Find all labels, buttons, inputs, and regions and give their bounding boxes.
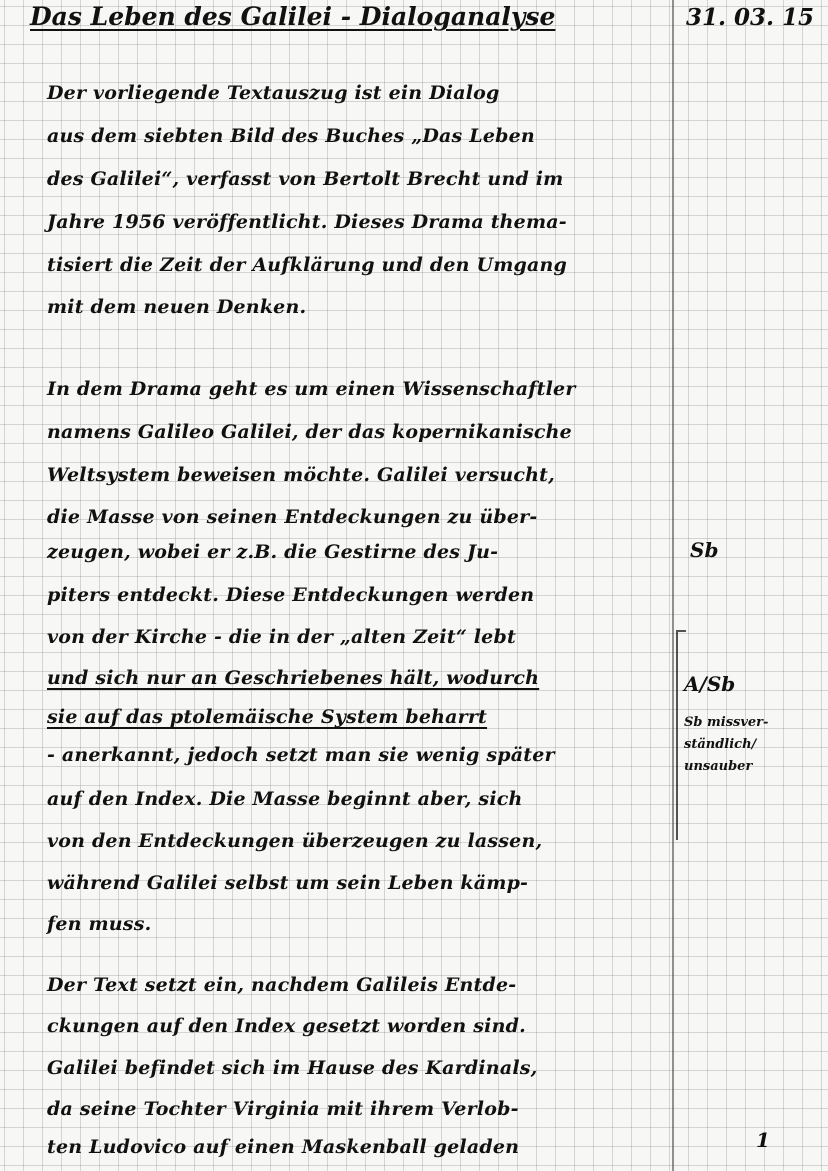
text-line: Der Text setzt ein, nachdem Galileis Entde- (47, 974, 517, 996)
text-line: Jahre 1956 veröffentlicht. Dieses Drama thema- (47, 211, 567, 233)
text-line: auf den Index. Die Masse beginnt aber, sich (47, 788, 523, 810)
text-line: fen muss. (47, 913, 152, 935)
text-line: zeugen, wobei er z.B. die Gestirne des Ju- (47, 541, 499, 563)
margin-bracket (676, 630, 686, 840)
text-line: ckungen auf den Index gesetzt worden sind. (47, 1015, 526, 1037)
margin-comment-line: unsauber (684, 759, 753, 774)
text-line: ten Ludovico auf einen Maskenball geladen (47, 1136, 520, 1158)
text-line: des Galilei“, verfasst von Bertolt Brecht und im (47, 168, 564, 190)
text-line: Weltsystem beweisen möchte. Galilei versucht, (47, 464, 555, 486)
text-line: von der Kirche - die in der „alten Zeit“ lebt (47, 626, 516, 648)
margin-note-sb: Sb (690, 538, 719, 562)
text-line: piters entdeckt. Diese Entdeckungen werden (47, 584, 535, 606)
date: 31. 03. 15 (686, 4, 815, 31)
page-number: 1 (756, 1128, 770, 1152)
underlined-text-line: sie auf das ptolemäische System beharrt (47, 706, 488, 728)
text-line: mit dem neuen Denken. (47, 296, 307, 318)
text-line: die Masse von seinen Entdeckungen zu über- (47, 506, 538, 528)
text-line: da seine Tochter Virginia mit ihrem Verlob- (47, 1098, 519, 1120)
page-title: Das Leben des Galilei - Dialoganalyse (30, 2, 556, 31)
underlined-text-line: und sich nur an Geschriebenes hält, wodurch (47, 667, 540, 689)
margin-comment-line: Sb missver- (684, 715, 769, 730)
text-line: Galilei befindet sich im Hause des Kardinals, (47, 1057, 538, 1079)
margin-comment-line: ständlich/ (684, 737, 757, 752)
text-line: aus dem siebten Bild des Buches „Das Leben (47, 125, 535, 147)
text-line: In dem Drama geht es um einen Wissenschaftler (47, 378, 576, 400)
margin-line (672, 0, 674, 1171)
text-line: von den Entdeckungen überzeugen zu lassen, (47, 830, 543, 852)
text-line: Der vorliegende Textauszug ist ein Dialog (47, 82, 500, 104)
text-line: - anerkannt, jedoch setzt man sie wenig später (47, 744, 555, 766)
margin-note-a-sb: A/Sb (684, 672, 736, 696)
text-line: während Galilei selbst um sein Leben kämp- (47, 872, 529, 894)
text-line: namens Galileo Galilei, der das kopernikanische (47, 421, 572, 443)
text-line: tisiert die Zeit der Aufklärung und den Umgang (47, 254, 568, 276)
